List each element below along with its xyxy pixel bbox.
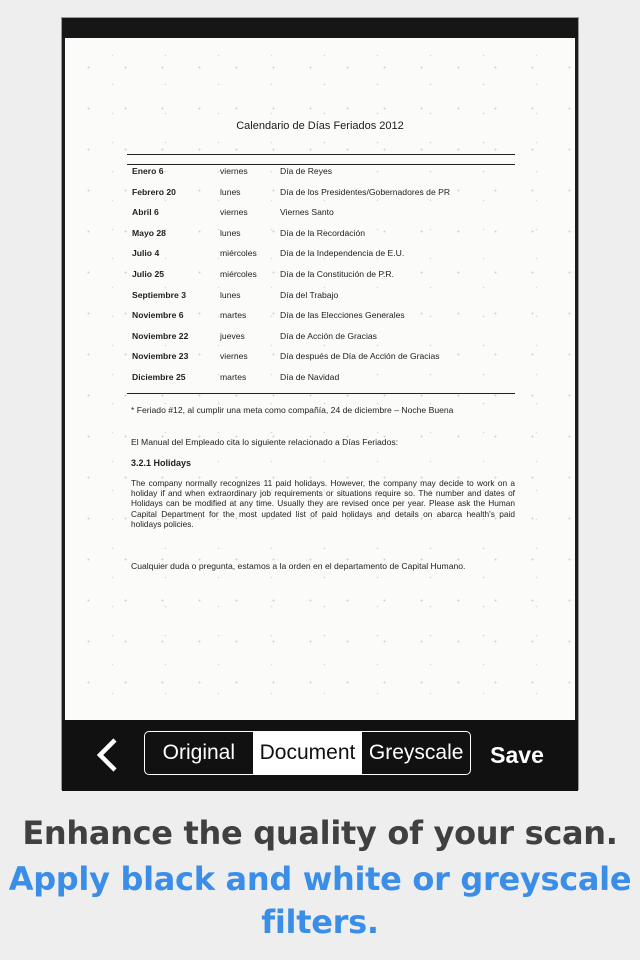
holiday-row [132, 372, 522, 393]
holiday-weekday: viernes [220, 207, 248, 218]
holiday-name: Día después de Día de Acción de Gracias [280, 351, 440, 362]
holiday-date: Julio 4 [132, 248, 160, 259]
section-body: The company normally recognizes 11 paid holidays. However, the company may decide to work on a holiday if and when extraordinary job requirements or situations require so. The number and dates of Holidays can be modified at any time. Usually they are revised once per year. Please ask the Human Capital Department for the most updated list of paid holidays and details on abarca health's paid holidays policies. [131, 478, 515, 529]
save-button[interactable]: Save [490, 742, 544, 768]
holiday-date: Enero 6 [132, 166, 164, 176]
holiday-name: Día de la Independencia de E.U. [280, 248, 405, 259]
holiday-date: Abril 6 [132, 207, 159, 218]
holiday-row [132, 228, 522, 249]
holiday-name: Día de la Recordación [280, 227, 366, 238]
holiday-row [132, 269, 522, 290]
holiday-weekday: miércoles [220, 268, 257, 279]
holiday-name: Día del Trabajo [280, 289, 339, 300]
document-footnote: * Feriado #12, al cumplir una meta como compañía, 24 de diciembre – Noche Buena [131, 405, 454, 415]
scanned-document [65, 38, 575, 720]
filter-original-button[interactable]: Original [162, 741, 236, 764]
holiday-weekday: martes [220, 310, 247, 321]
document-title: Calendario de Días Feriados 2012 [236, 120, 404, 132]
holiday-name: Día de las Elecciones Generales [280, 310, 405, 321]
holiday-weekday: lunes [220, 227, 241, 238]
holiday-weekday: jueves [220, 330, 245, 341]
closing-text: Cualquier duda o pregunta, estamos a la orden en el departamento de Capital Humano. [131, 561, 466, 571]
holiday-date: Noviembre 6 [132, 310, 184, 321]
holiday-name: Día de Reyes [280, 166, 333, 176]
holiday-row [132, 248, 522, 269]
holiday-row [132, 187, 522, 208]
table-top-rule [127, 154, 515, 155]
table-bottom-rule [127, 393, 515, 394]
holiday-name: Día de Acción de Gracias [280, 330, 377, 341]
holiday-name: Viernes Santo [280, 207, 334, 218]
holiday-weekday: lunes [220, 186, 241, 197]
table-header-rule [127, 164, 515, 165]
back-button[interactable] [90, 738, 124, 772]
filter-toolbar [62, 720, 578, 791]
filter-document-button[interactable]: Document [253, 732, 362, 774]
status-bar [62, 18, 578, 38]
holiday-date: Septiembre 3 [132, 289, 186, 300]
holiday-date: Diciembre 25 [132, 371, 186, 382]
manual-intro: El Manual del Empleado cita lo siguiente relacionado a Días Feriados: [131, 437, 399, 447]
holiday-date: Noviembre 22 [132, 330, 189, 341]
holiday-table [132, 166, 522, 393]
holiday-date: Mayo 28 [132, 227, 166, 238]
holiday-row [132, 290, 522, 311]
holiday-weekday: lunes [220, 289, 241, 300]
holiday-name: Día de los Presidentes/Gobernadores de PR [280, 186, 451, 197]
holiday-row [132, 166, 522, 187]
holiday-name: Día de la Constitución de P.R. [280, 268, 395, 279]
caption-subline: Apply black and white or greyscale filters. [8, 860, 632, 941]
holiday-row [132, 207, 522, 228]
holiday-date: Noviembre 23 [132, 351, 189, 362]
holiday-date: Julio 25 [132, 268, 164, 279]
filter-segmented-control [144, 731, 471, 775]
filter-greyscale-button[interactable]: Greyscale [361, 732, 470, 774]
device-frame [61, 17, 579, 790]
section-heading: 3.2.1 Holidays [131, 458, 192, 468]
caption-headline: Enhance the quality of your scan. [22, 814, 618, 852]
chevron-left-icon [96, 738, 118, 772]
holiday-row [132, 310, 522, 331]
holiday-weekday: miércoles [220, 248, 257, 259]
holiday-name: Día de Navidad [280, 371, 340, 382]
holiday-row [132, 351, 522, 372]
holiday-date: Febrero 20 [132, 186, 176, 197]
holiday-row [132, 331, 522, 352]
holiday-weekday: martes [220, 371, 247, 382]
holiday-weekday: viernes [220, 166, 248, 176]
holiday-weekday: viernes [220, 351, 248, 362]
